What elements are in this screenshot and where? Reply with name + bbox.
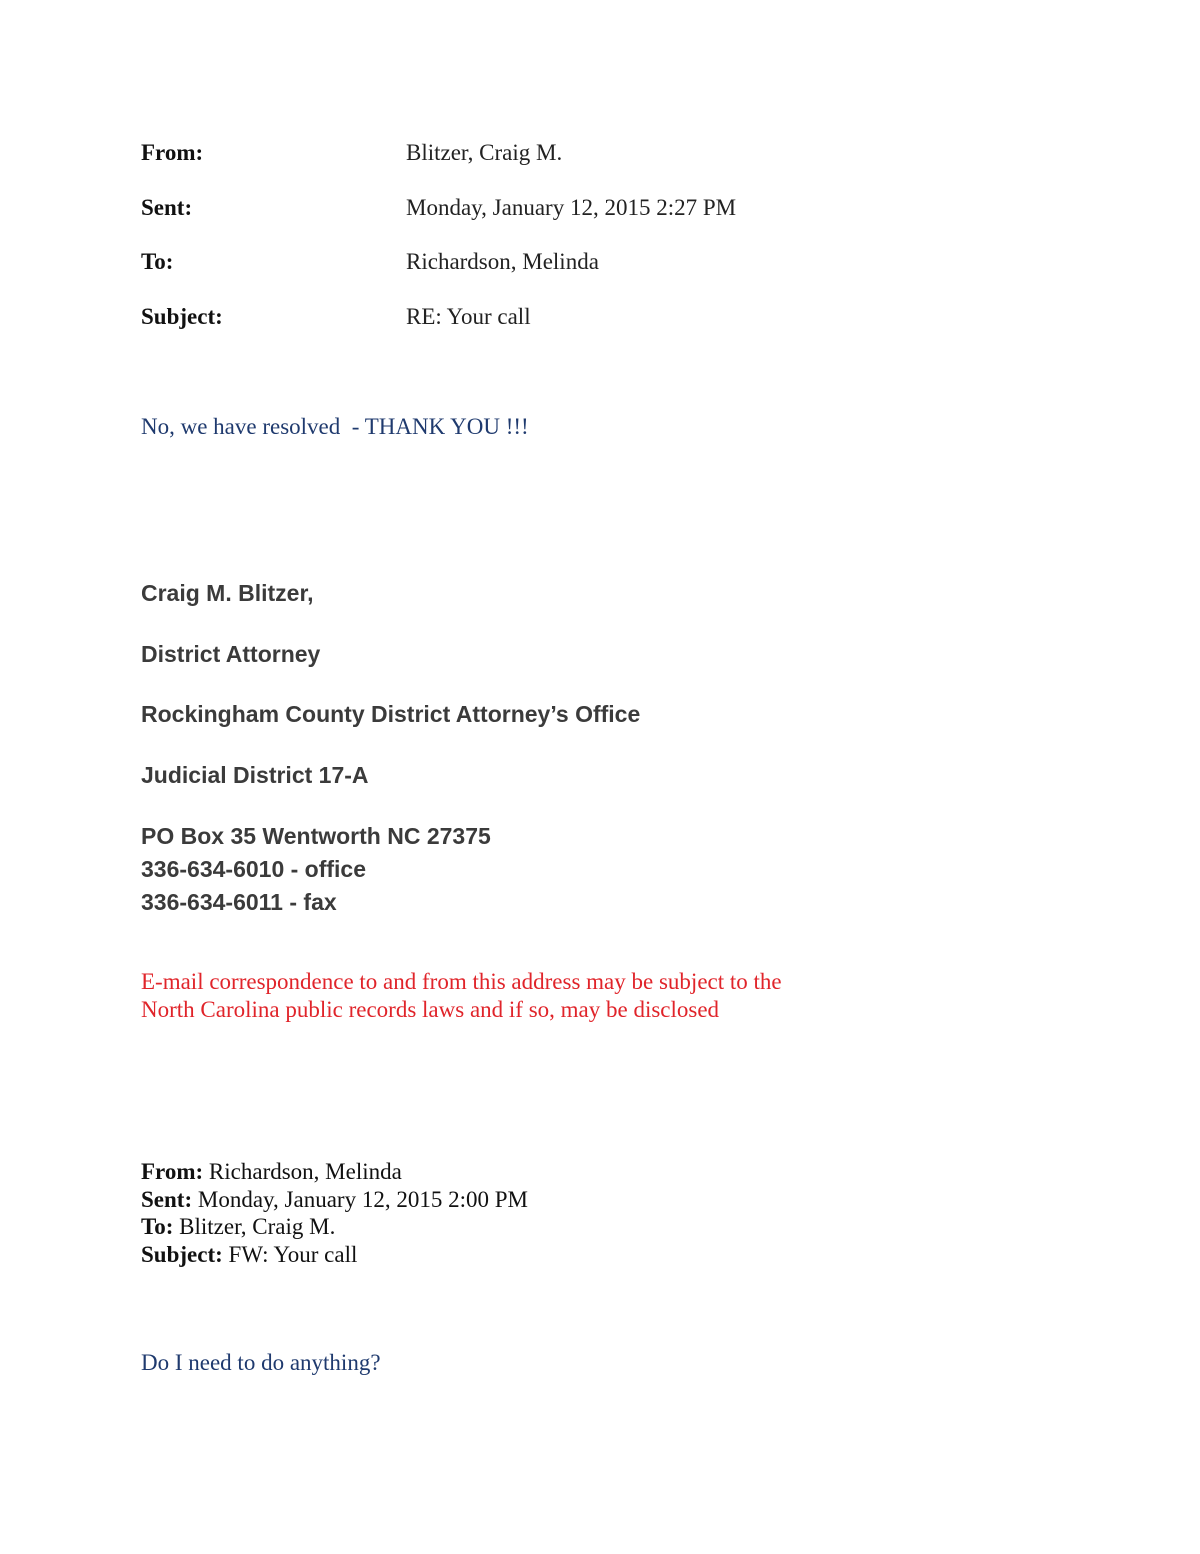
signature-title: District Attorney	[141, 640, 321, 667]
to-value: Richardson, Melinda	[406, 249, 599, 274]
subject-label: Subject:	[141, 303, 223, 329]
reply-email-header	[141, 138, 941, 356]
signature-office: Rockingham County District Attorney’s Office	[141, 701, 641, 727]
fwd-to-label: To:	[141, 1214, 174, 1239]
fwd-subject-label: Subject:	[141, 1241, 223, 1267]
public-records-disclaimer	[141, 968, 861, 1024]
header-row-subject	[141, 302, 941, 357]
sent-label: Sent:	[141, 194, 193, 220]
reply-body-text: No, we have resolved - THANK YOU !!!	[141, 414, 529, 439]
fwd-sent-value: Monday, January 12, 2015 2:00 PM	[197, 1186, 528, 1212]
subject-value: RE: Your call	[406, 303, 531, 329]
signature-address: PO Box 35 Wentworth NC 27375	[141, 823, 491, 849]
from-label: From:	[141, 140, 204, 165]
fwd-to-value: Blitzer, Craig M.	[179, 1214, 336, 1239]
fwd-row-to	[141, 1213, 528, 1241]
signature-name: Craig M. Blitzer,	[141, 580, 314, 606]
fwd-subject-value: FW: Your call	[228, 1241, 358, 1267]
fwd-row-from	[141, 1158, 528, 1186]
fwd-row-subject	[141, 1241, 528, 1269]
header-row-to	[141, 247, 941, 302]
fwd-sent-label: Sent:	[141, 1186, 193, 1212]
signature-district: Judicial District 17-A	[141, 761, 369, 788]
fwd-from-value: Richardson, Melinda	[208, 1159, 402, 1184]
from-value: Blitzer, Craig M.	[406, 140, 563, 165]
fwd-from-label: From:	[141, 1159, 204, 1184]
to-label: To:	[141, 249, 174, 274]
forwarded-email-header	[141, 1158, 528, 1268]
disclaimer-line-2: North Carolina public records laws and if so, may be disclosed	[141, 997, 720, 1022]
sent-value: Monday, January 12, 2015 2:27 PM	[406, 194, 737, 220]
email-signature	[141, 578, 640, 919]
header-row-sent	[141, 193, 941, 248]
forwarded-body-text: Do I need to do anything?	[141, 1350, 381, 1375]
signature-phone-office: 336-634-6010 - office	[141, 856, 367, 882]
signature-phone-fax: 336-634-6011 - fax	[141, 889, 337, 915]
header-row-from	[141, 138, 941, 193]
fwd-row-sent	[141, 1186, 528, 1214]
disclaimer-line-1: E-mail correspondence to and from this address may be subject to the	[141, 969, 782, 994]
